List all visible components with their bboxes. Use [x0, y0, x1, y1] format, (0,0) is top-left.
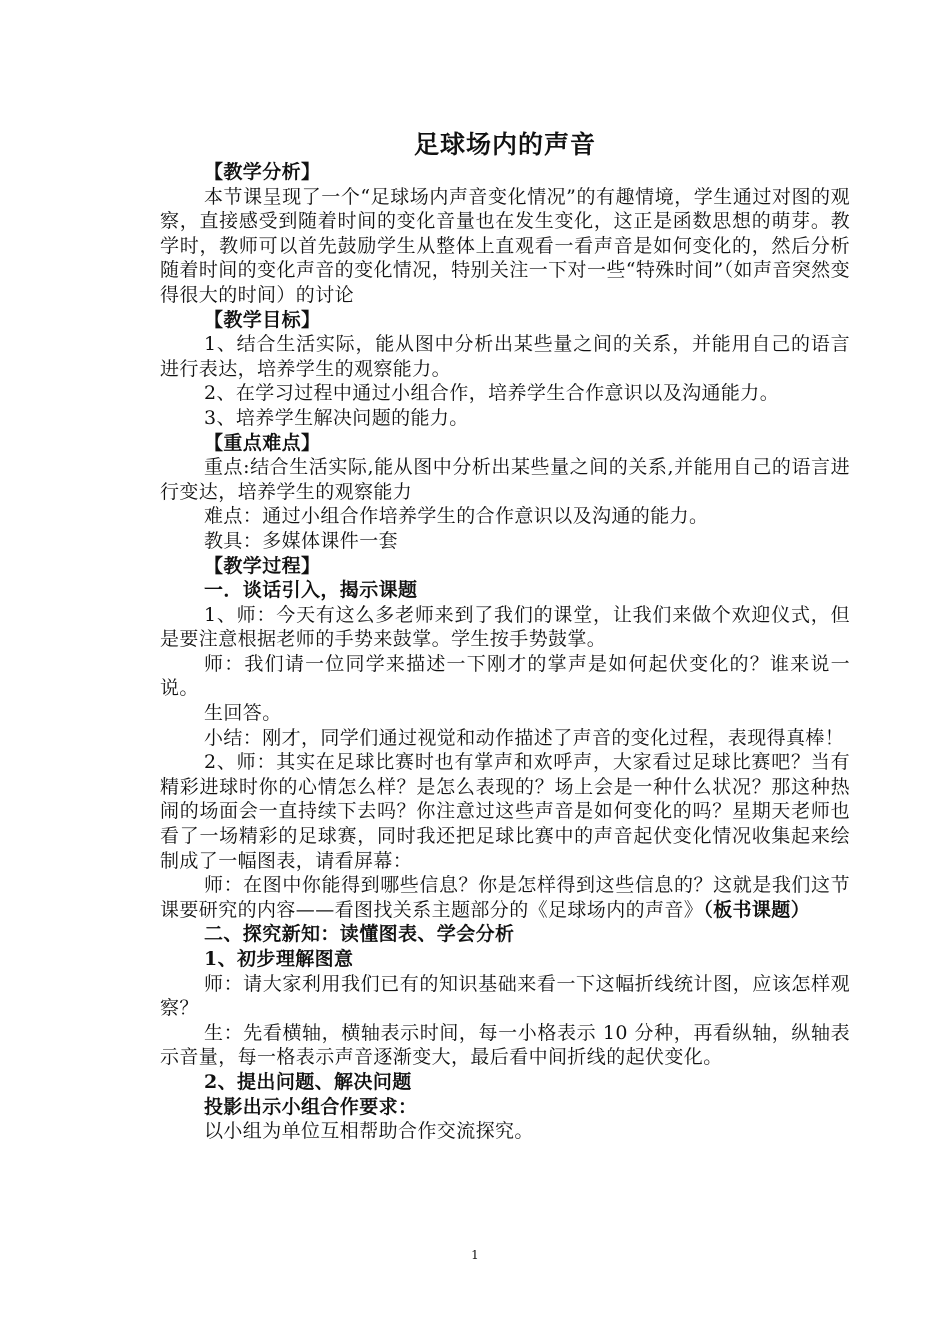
subsection-heading: 一．谈话引入，揭示课题	[204, 579, 418, 602]
section-heading: 【教学分析】	[204, 161, 321, 183]
board-note: （板书课题）	[703, 898, 811, 921]
paragraph: 2、师：其实在足球比赛时也有掌声和欢呼声，大家看过足球比赛吧？当有精彩进球时你的心情怎么样？是怎么表现的？场上会是一种什么状况？那这种热闹的场面会一直持续下去吗？你注意过这些声音是如何变化的吗？星期天老师也看了一场精彩的足球赛，同时我还把足球比赛中的声音起伏变化情况收集起来绘制成了一幅图表，请看屏幕：	[160, 751, 850, 872]
paragraph: 本节课呈现了一个“足球场内声音变化情况”的有趣情境，学生通过对图的观察，直接感受到随着时间的变化音量也在发生变化，这正是函数思想的萌芽。教学时，教师可以首先鼓励学生从整体上直观看一看声音是如何变化的，然后分析随着时间的变化声音的变化情况，特别关注一下对一些“特殊时间”（如声音突然变得很大的时间）的讨论	[160, 185, 850, 306]
paragraph: 2、在学习过程中通过小组合作，培养学生合作意识以及沟通能力。	[204, 382, 780, 405]
subsection-heading: 二、探究新知：读懂图表、学会分析	[204, 923, 515, 946]
paragraph	[160, 873, 850, 922]
paragraph: 师：请大家利用我们已有的知识基础来看一下这幅折线统计图，应该怎样观察？	[160, 972, 850, 1020]
paragraph: 小结：刚才，同学们通过视觉和动作描述了声音的变化过程，表现得真棒！	[204, 726, 845, 749]
paragraph-text: 师：在图中你能得到哪些信息？你是怎样得到这些信息的？这就是我们这节课要研究的内容——看图找关系主题部分的《足球场内的声音》	[160, 874, 850, 921]
section-heading: 【重点难点】	[204, 431, 321, 454]
subsection-heading: 2、提出问题、解决问题	[204, 1070, 412, 1093]
paragraph: 重点:结合生活实际,能从图中分析出某些量之间的关系,并能用自己的语言进行变达，培养学生的观察能力	[160, 456, 850, 503]
paragraph: 1、结合生活实际，能从图中分析出某些量之间的关系，并能用自己的语言进行表达，培养学生的观察能力。	[160, 333, 850, 380]
paragraph: 教具：多媒体课件一套	[204, 529, 399, 552]
paragraph: 以小组为单位互相帮助合作交流探究。	[204, 1120, 534, 1143]
paragraph: 1、师：今天有这么多老师来到了我们的课堂，让我们来做个欢迎仪式，但是要注意根据老师的手势来鼓掌。学生按手势鼓掌。	[160, 603, 850, 651]
document-body	[160, 130, 850, 1144]
paragraph: 3、培养学生解决问题的能力。	[204, 406, 469, 429]
paragraph: 生回答。	[204, 702, 282, 725]
paragraph: 难点：通过小组合作培养学生的合作意识以及沟通的能力。	[204, 505, 709, 528]
section-heading: 【教学目标】	[204, 308, 321, 331]
subsection-heading: 投影出示小组合作要求：	[204, 1095, 418, 1118]
subsection-heading: 1、初步理解图意	[204, 948, 354, 970]
document-title: 足球场内的声音	[413, 130, 596, 159]
section-heading: 【教学过程】	[204, 554, 321, 577]
paragraph: 师：我们请一位同学来描述一下刚才的掌声是如何起伏变化的？谁来说一说。	[160, 652, 850, 700]
page-number: 1	[471, 1248, 479, 1262]
paragraph: 生：先看横轴，横轴表示时间，每一小格表示 10 分种，再看纵轴，纵轴表示音量，每一格表示声音逐渐变大，最后看中间折线的起伏变化。	[160, 1021, 850, 1069]
